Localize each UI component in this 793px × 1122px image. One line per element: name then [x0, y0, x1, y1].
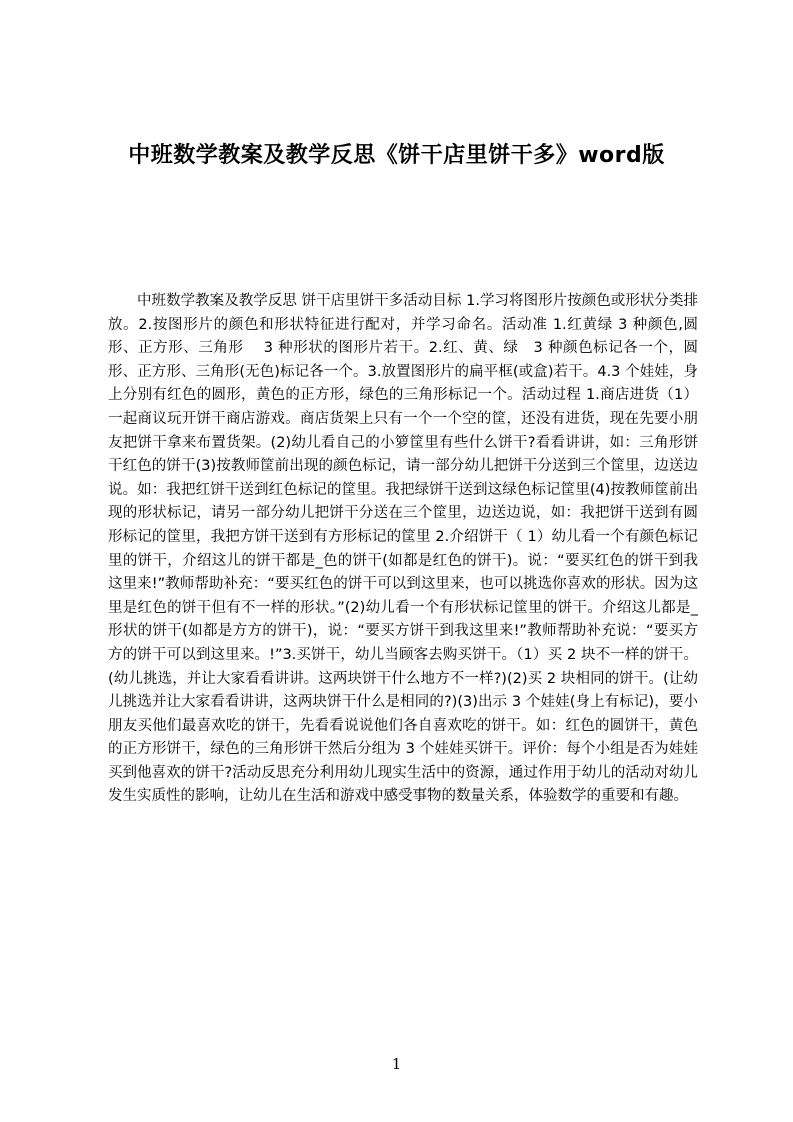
document-body-paragraph: 中班数学教案及教学反思 饼干店里饼干多活动目标 1.学习将图形片按颜色或形状分类排放。2.按图形片的颜色和形状特征进行配对，并学习命名。活动准 1.红黄绿 3 种颜色,圆形、正方形、三角形 3 种形状的图形片若干。2.红、黄、绿 3 种颜色标记各一个，圆形、正方形、三角形(无色)标记各一个。3.放置图形片的扁平框(或盒)若干。4.3 个娃娃，身上分别有红色的圆形，黄色的正方形，绿色的三角形标记一个。活动过程 1.商店进货（1）一起商议玩开饼干商店游戏。商店货架上只有一个一个空的筐，还没有进货，现在先要小朋友把饼干拿来布置货架。(2)幼儿看自己的小箩筐里有些什么饼干?看看讲讲，如：三角形饼干红色的饼干(3)按教师筐前出现的颜色标记，请一部分幼儿把饼干分送到三个筐里，边送边说。如：我把红饼干送到红色标记的筐里。我把绿饼干送到这绿色标记筐里(4)按教师筐前出现的形状标记，请另一部分幼儿把饼干分送在三个筐里，边送边说，如：我把饼干送到有圆形标记的筐里，我把方饼干送到有方形标记的筐里 2.介绍饼干（ 1）幼儿看一个有颜色标记里的饼干，介绍这儿的饼干都是_色的饼干(如都是红色的饼干)。说：“要买红色的饼干到我这里来!”教师帮助补充：“要买红色的饼干可以到这里来，也可以挑选你喜欢的形状。因为这里是红色的饼干但有不一样的形状。”(2)幼儿看一个有形状标记筐里的饼干。介绍这儿都是_形状的饼干(如都是方方的饼干)，说：“要买方饼干到我这里来!”教师帮助补充说：“要买方方的饼干可以到这里来。!”3.买饼干，幼儿当顾客去购买饼干。（1）买 2 块不一样的饼干。(幼儿挑选，并让大家看看讲讲。这两块饼干什么地方不一样?)(2)买 2 块相同的饼干。(让幼儿挑选并让大家看看讲讲，这两块饼干什么是相同的?)(3)出示 3 个娃娃(身上有标记)，要小朋友买他们最喜欢吃的饼干，先看看说说他们各自喜欢吃的饼干。如：红色的圆饼干，黄色的正方形饼干，绿色的三角形饼干然后分组为 3 个娃娃买饼干。评价：每个小组是否为娃娃买到他喜欢的饼干?活动反思充分利用幼儿现实生活中的资源，通过作用于幼儿的活动对幼儿发生实质性的影响，让幼儿在生活和游戏中感受事物的数量关系，体验数学的重要和有趣。	[108, 293, 698, 805]
document-title: 中班数学教案及教学反思《饼干店里饼干多》word版	[128, 143, 665, 168]
page-number: 1	[391, 1055, 402, 1073]
